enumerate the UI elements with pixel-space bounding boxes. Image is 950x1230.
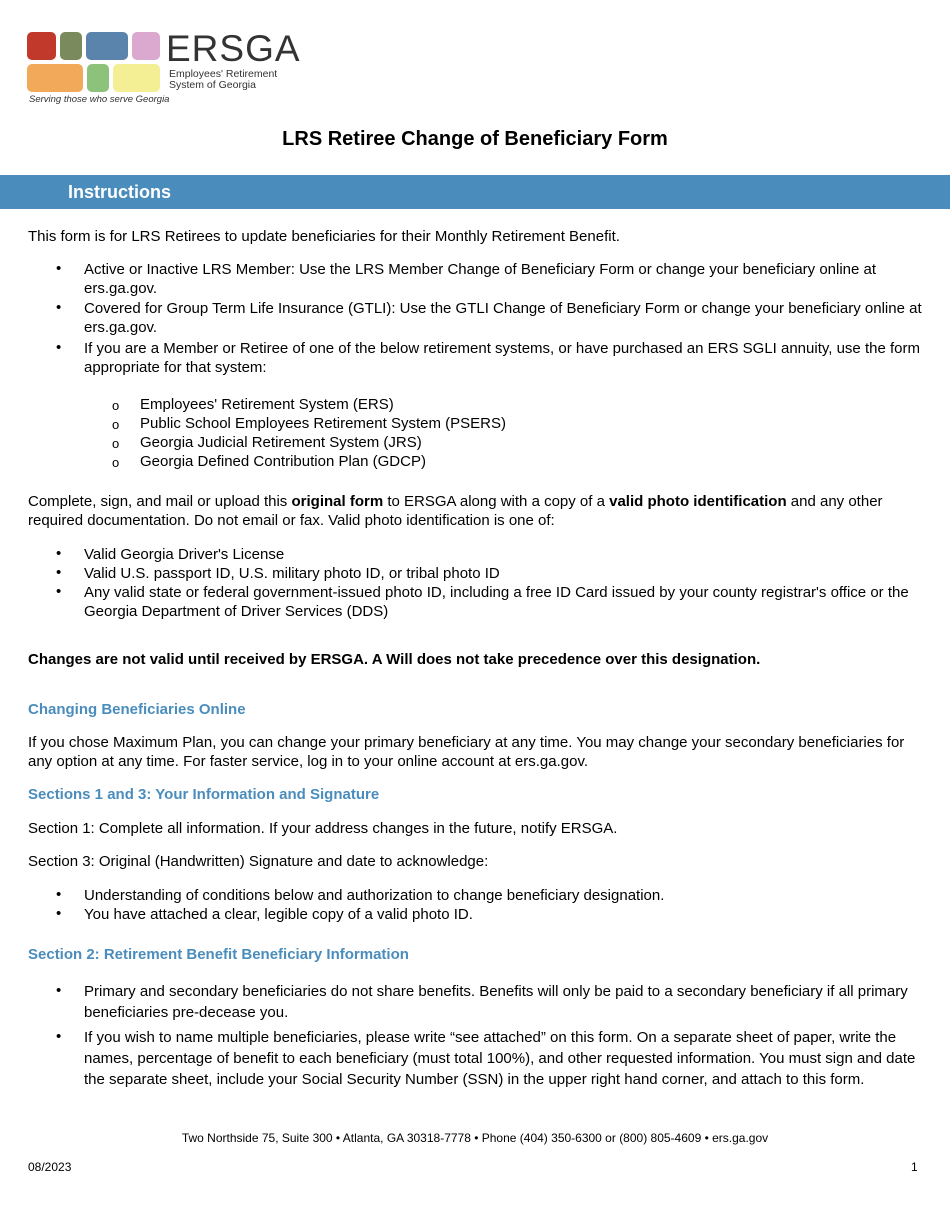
list-item: Any valid state or federal government-issued photo ID, including a free ID Card issued by your county registrar's office or the Georgia Department of Driver Services (DDS) (84, 584, 909, 620)
bullet-icon: • (56, 1028, 62, 1045)
form-date: 08/2023 (28, 1160, 72, 1174)
logo-subtitle-line: Employees' Retirement (169, 68, 278, 80)
list-item: If you wish to name multiple beneficiaries, please write “see attached” on this form. On a separate sheet of paper, write the names, percentage of benefit to each beneficiary (must total 100%), and other requested information. You must sign and date the separate sheet, include your Social Security Number (SSN) in the upper right hand corner, and attach to this form. (84, 1029, 916, 1088)
bullet-icon: • (56, 583, 62, 600)
list-item: Covered for Group Term Life Insurance (GTLI): Use the GTLI Change of Beneficiary Form or change your beneficiary online at ers.ga.gov. (84, 300, 922, 336)
system-item: Georgia Defined Contribution Plan (GDCP) (140, 453, 426, 470)
warning-text: Changes are not valid until received by ERSGA. A Will does not take precedence over this designation. (28, 651, 761, 668)
logo-tile (113, 64, 160, 92)
list-item: Understanding of conditions below and authorization to change beneficiary designation. (84, 887, 665, 904)
system-item: Employees' Retirement System (ERS) (140, 396, 394, 413)
bullet-icon: • (56, 564, 62, 581)
circle-bullet-icon: o (112, 436, 120, 451)
instructions-heading: Instructions (68, 182, 172, 202)
bullet-icon: • (56, 905, 62, 922)
logo-tile (86, 32, 128, 60)
section-1-3-heading: Sections 1 and 3: Your Information and Signature (28, 786, 380, 803)
section-3-text: Section 3: Original (Handwritten) Signature and date to acknowledge: (28, 853, 489, 870)
list-item: Active or Inactive LRS Member: Use the LRS Member Change of Beneficiary Form or change your beneficiary online at ers.ga.gov. (84, 261, 877, 297)
text-run: Complete, sign, and mail or upload this (28, 493, 292, 510)
list-item: Valid Georgia Driver's License (84, 546, 285, 563)
list-item: Primary and secondary beneficiaries do not share benefits. Benefits will only be paid to a secondary beneficiary if all primary beneficiaries pre-decease you. (84, 983, 908, 1021)
complete-instructions (28, 492, 923, 530)
text-run: and any other required documentation. Do not email or fax. Valid photo identification is one of: (28, 493, 883, 529)
section-1-text: Section 1: Complete all information. If your address changes in the future, notify ERSGA. (28, 820, 618, 837)
text-run: to ERSGA along with a copy of a (383, 493, 610, 510)
logo-name: ERSGA (166, 28, 301, 69)
list-item: If you are a Member or Retiree of one of the below retirement systems, or have purchased an ERS SGLI annuity, use the form appropriate for that system: (84, 340, 920, 376)
circle-bullet-icon: o (112, 417, 120, 432)
bullet-icon: • (56, 299, 62, 316)
intro-text: This form is for LRS Retirees to update beneficiaries for their Monthly Retirement Benefit. (28, 228, 620, 245)
circle-bullet-icon: o (112, 398, 120, 413)
section-2-heading: Section 2: Retirement Benefit Beneficiary Information (28, 946, 409, 963)
logo-subtitle (169, 69, 277, 91)
page-number: 1 (911, 1160, 918, 1174)
page-title: LRS Retiree Change of Beneficiary Form (282, 128, 668, 150)
logo-tile (87, 64, 109, 92)
bullet-icon: • (56, 982, 62, 999)
list-item: Valid U.S. passport ID, U.S. military photo ID, or tribal photo ID (84, 565, 500, 582)
bullet-icon: • (56, 886, 62, 903)
bullet-icon: • (56, 339, 62, 356)
ersga-logo (27, 28, 301, 112)
circle-bullet-icon: o (112, 455, 120, 470)
online-heading: Changing Beneficiaries Online (28, 701, 246, 718)
footer-address: Two Northside 75, Suite 300 • Atlanta, GA 30318-7778 • Phone (404) 350-6300 or (800) 805-4609 • ers.ga.gov (181, 1131, 769, 1145)
logo-tile (27, 64, 83, 92)
system-item: Georgia Judicial Retirement System (JRS) (140, 434, 422, 451)
logo-subtitle-line: System of Georgia (169, 79, 256, 91)
online-text: If you chose Maximum Plan, you can change your primary beneficiary at any time. You may change your secondary beneficiaries for any option at any time. For faster service, log in to your online account at ers.ga.gov. (28, 734, 905, 770)
logo-tile (60, 32, 82, 60)
bullet-icon: • (56, 260, 62, 277)
instructions-bar (0, 175, 950, 209)
logo-tile (27, 32, 56, 60)
bullet-icon: • (56, 545, 62, 562)
logo-tile (132, 32, 160, 60)
text-run-bold: original form (291, 493, 384, 510)
logo-tagline: Serving those who serve Georgia (29, 94, 170, 105)
list-item: You have attached a clear, legible copy of a valid photo ID. (84, 906, 473, 923)
system-item: Public School Employees Retirement System (PSERS) (140, 415, 506, 432)
text-run-bold: valid photo identification (609, 493, 787, 510)
